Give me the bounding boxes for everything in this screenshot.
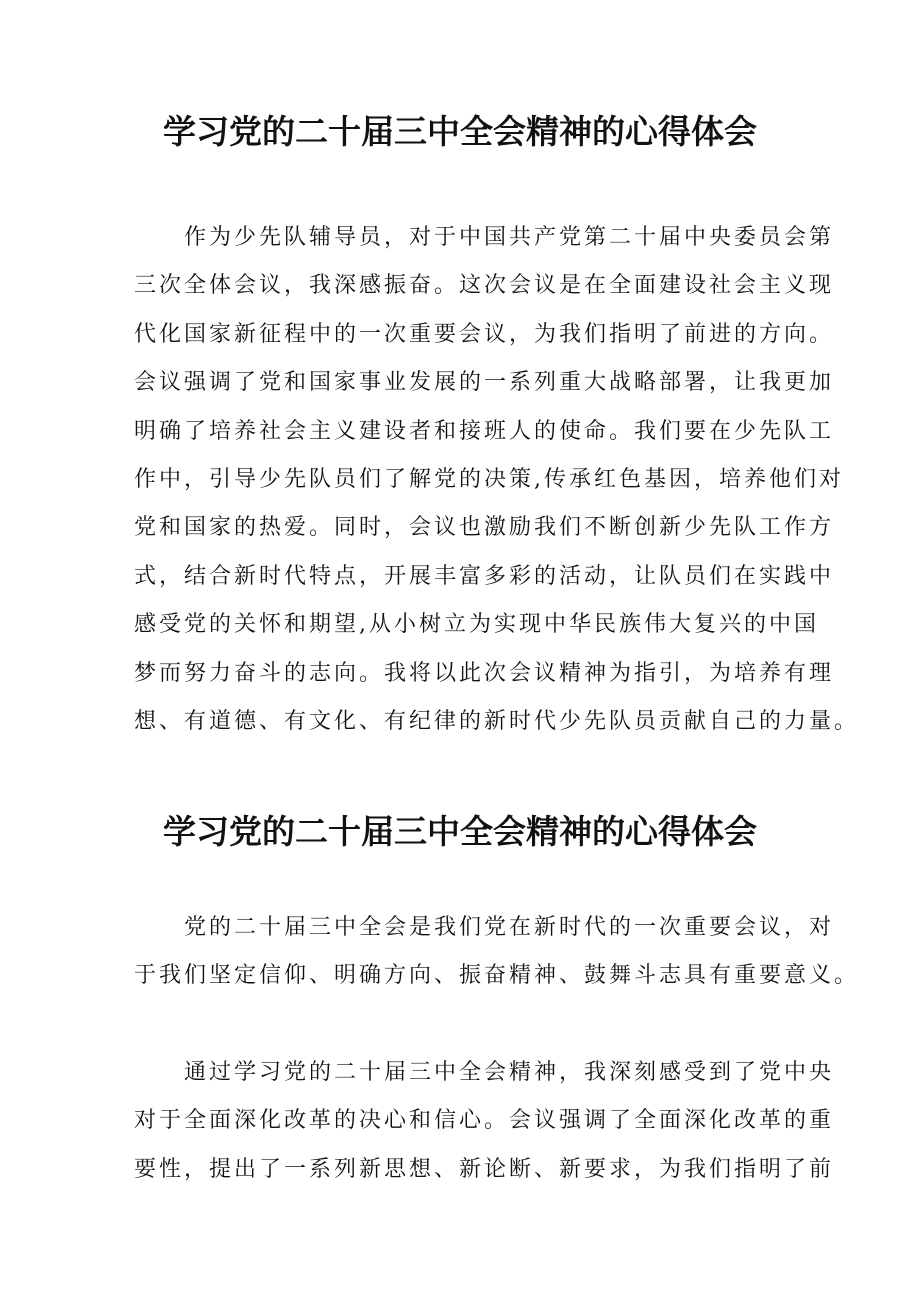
paragraph-line: 感受党的关怀和期望,从小树立为实现中华民族伟大复兴的中国 xyxy=(134,612,819,638)
paragraph-line: 会议强调了党和国家事业发展的一系列重大战略部署，让我更加 xyxy=(134,370,835,396)
paragraph-line: 党和国家的热爱。同时，会议也激励我们不断创新少先队工作方 xyxy=(134,515,835,541)
section-2-paragraph-1 xyxy=(134,904,860,1001)
paragraph-line: 三次全体会议，我深感振奋。这次会议是在全面建设社会主义现 xyxy=(134,273,835,299)
paragraph-line: 要性，提出了一系列新思想、新论断、新要求，为我们指明了前 xyxy=(134,1156,835,1182)
paragraph-line: 代化国家新征程中的一次重要会议，为我们指明了前进的方向。 xyxy=(134,321,835,347)
section-2-paragraph-2 xyxy=(134,1049,835,1194)
section-1-paragraph-1 xyxy=(134,214,860,746)
section-1-title: 学习党的二十届三中全会精神的心得体会 xyxy=(163,112,757,151)
paragraph-line: 明确了培养社会主义建设者和接班人的使命。我们要在少先队工 xyxy=(134,418,835,444)
paragraph-line: 于我们坚定信仰、明确方向、振奋精神、鼓舞斗志具有重要意义。 xyxy=(134,963,860,989)
paragraph-line: 对于全面深化改革的决心和信心。会议强调了全面深化改革的重 xyxy=(134,1108,835,1134)
paragraph-line: 党的二十届三中全会是我们党在新时代的一次重要会议，对 xyxy=(134,915,835,940)
section-2-title: 学习党的二十届三中全会精神的心得体会 xyxy=(163,812,757,851)
paragraph-line: 式，结合新时代特点，开展丰富多彩的活动，让队员们在实践中 xyxy=(134,563,835,589)
paragraph-line: 作中，引导少先队员们了解党的决策,传承红色基因，培养他们对 xyxy=(134,466,844,492)
paragraph-line: 想、有道德、有文化、有纪律的新时代少先队员贡献自己的力量。 xyxy=(134,708,860,734)
paragraph-line: 作为少先队辅导员，对于中国共产党第二十届中央委员会第 xyxy=(134,225,835,250)
paragraph-line: 梦而努力奋斗的志向。我将以此次会议精神为指引，为培养有理 xyxy=(134,660,835,686)
paragraph-line: 通过学习党的二十届三中全会精神，我深刻感受到了党中央 xyxy=(134,1060,835,1085)
